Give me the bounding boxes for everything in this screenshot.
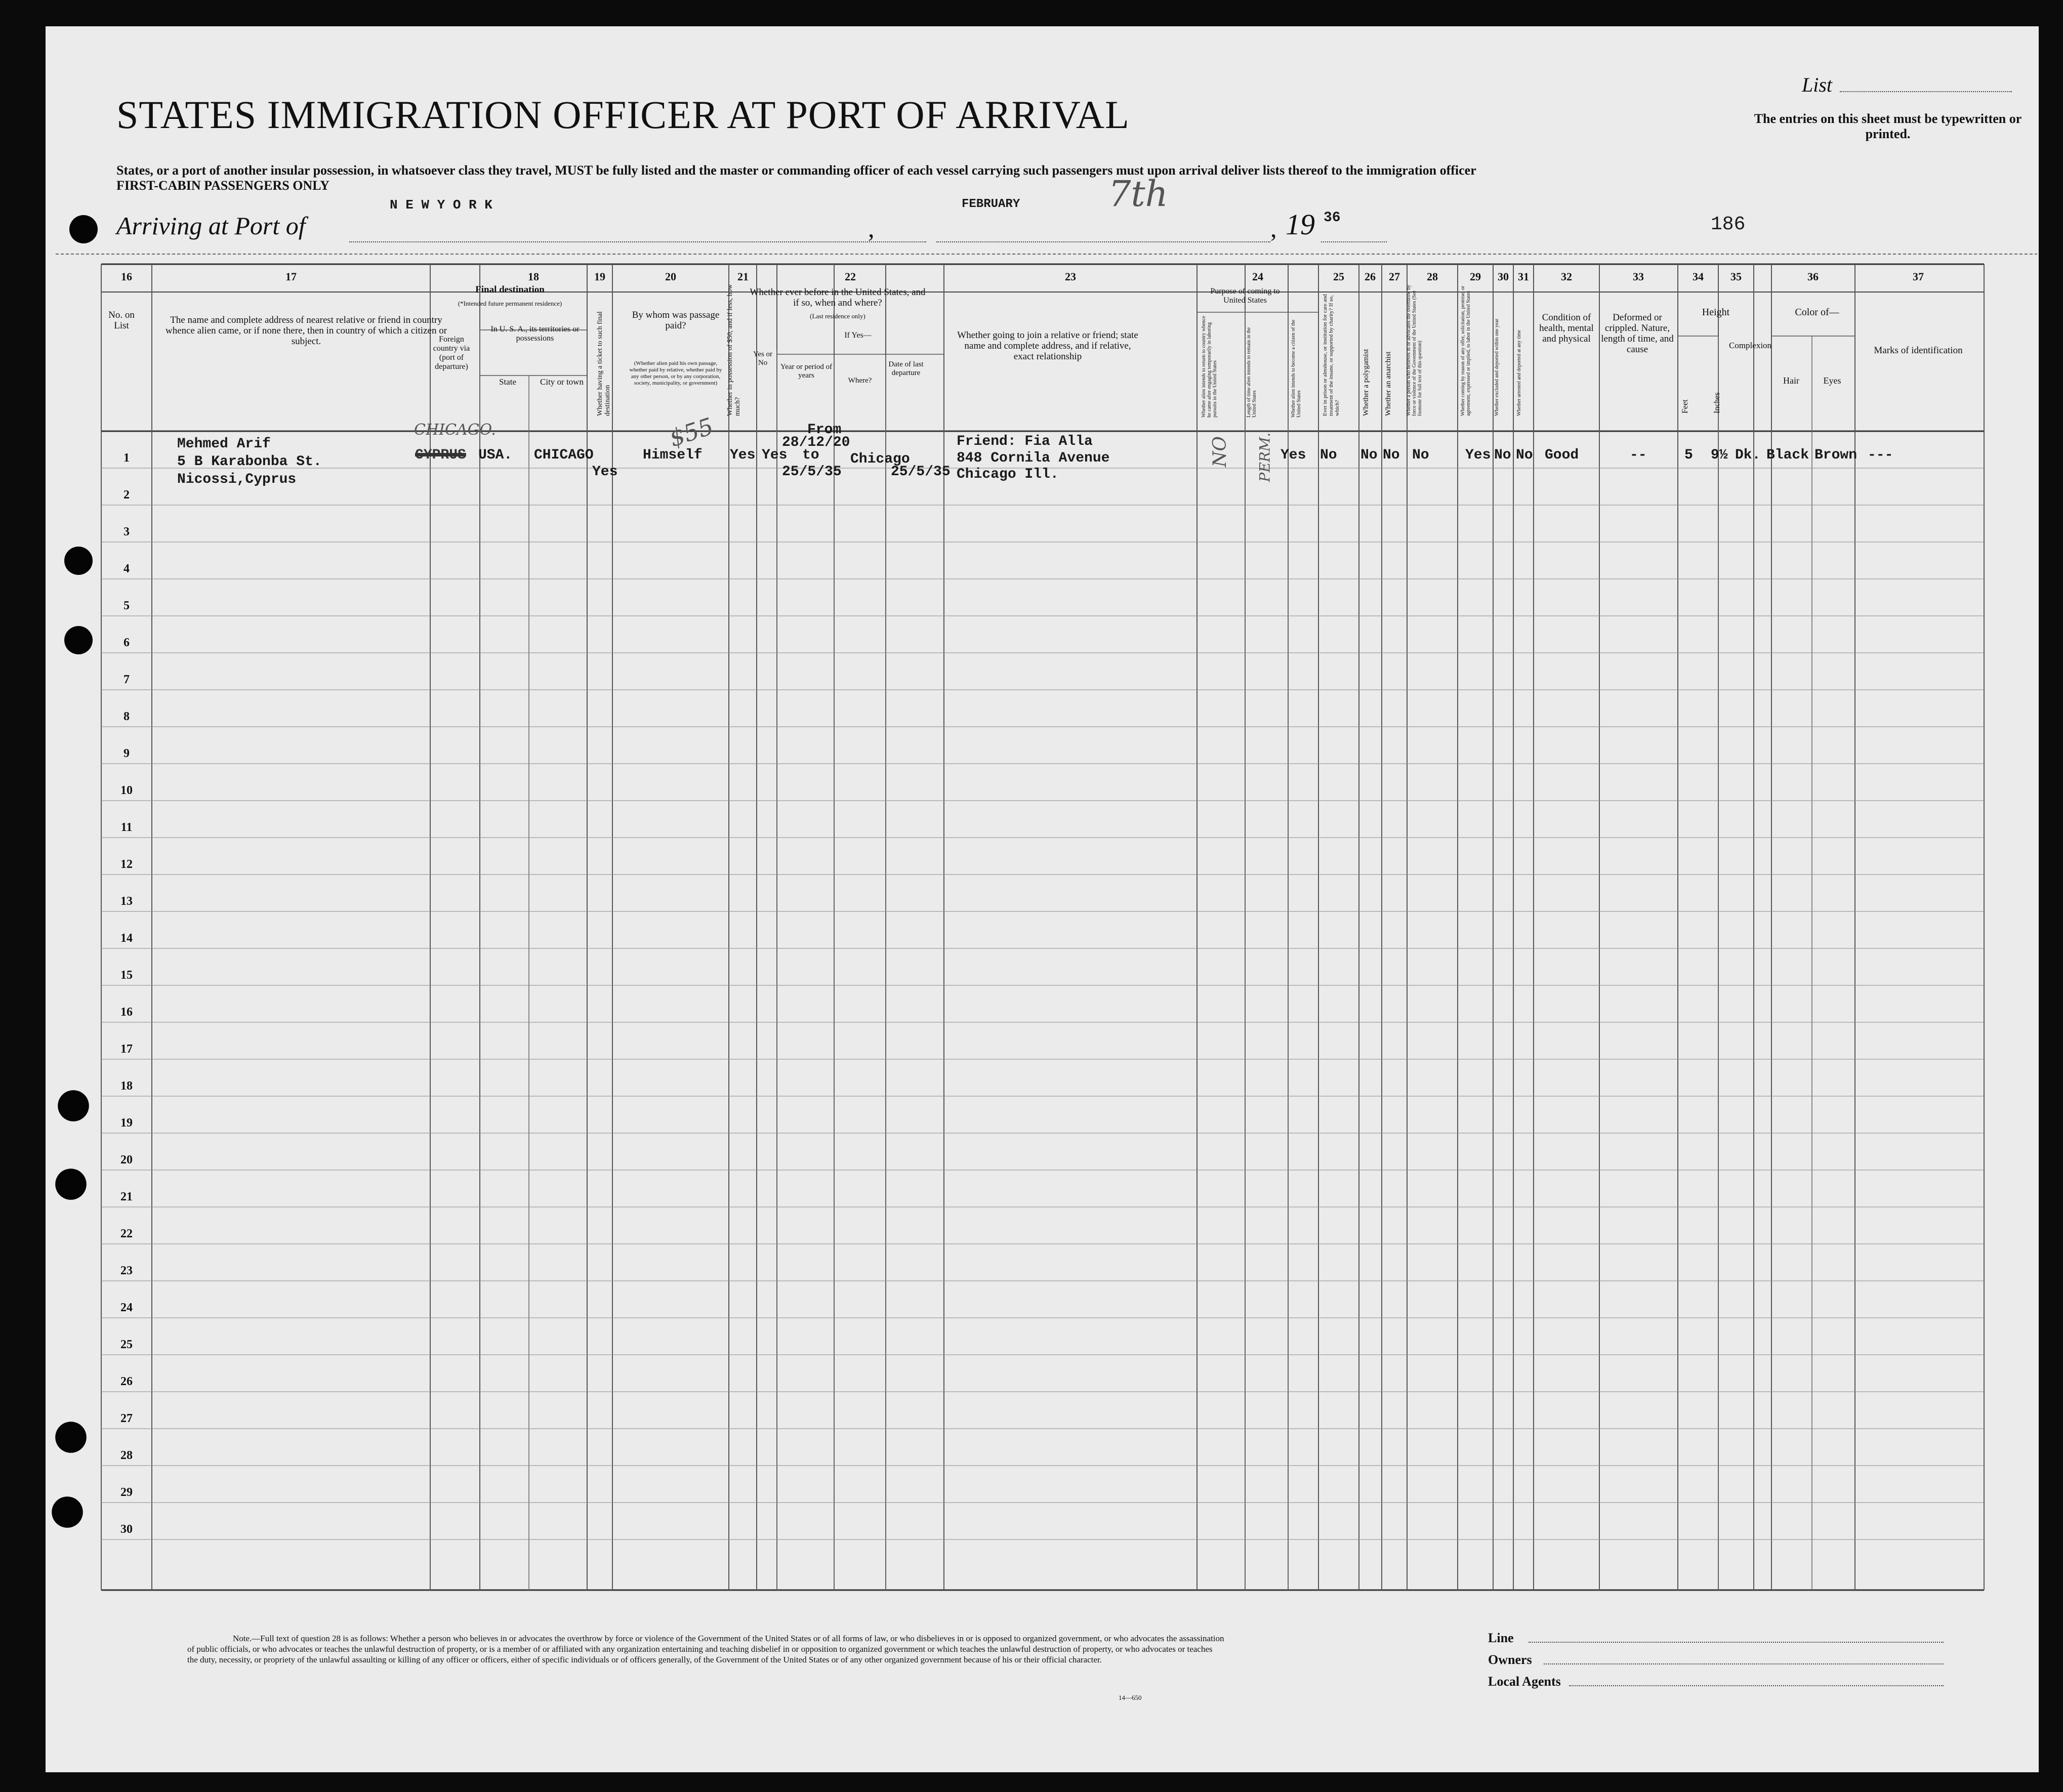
line-label: Line (1488, 1631, 1514, 1645)
entry-state: USA. (478, 447, 513, 463)
row-number: 30 (120, 1523, 133, 1536)
header-last-departure: Date of last departure (888, 360, 924, 377)
entry-citizen: Yes (1281, 447, 1306, 463)
header-no-on-list: No. on List (108, 310, 135, 331)
entry-health: Good (1545, 447, 1579, 463)
entry-deformed: -- (1630, 447, 1647, 463)
column-number: 36 (1807, 270, 1819, 283)
entry-period-end: 25/5/35 (782, 464, 842, 480)
form-subtitle: States, or a port of another insular possession, in whatsoever class they travel, MUST be fully listed and the master or commanding officer of each vessel carrying such passengers must upon arrival deliver lists thereof to the immigration officer (116, 163, 1476, 178)
column-number: 37 (1913, 270, 1924, 283)
row-number: 4 (123, 562, 130, 575)
entry-eyes: Brown (1814, 447, 1858, 463)
header-money: Whether in possession of $50, and if less, how much? (726, 284, 741, 416)
comma-1: , (868, 214, 875, 242)
entry-join-address: 848 Cornila Avenue (957, 450, 1110, 466)
page-number: 186 (1711, 214, 1746, 235)
header-yes-or-no: Yes or No (753, 350, 773, 367)
header-deported: Whether arrested and deported at any time (1516, 330, 1522, 416)
owners-label: Owners (1488, 1652, 1532, 1667)
row-number: 12 (120, 858, 133, 871)
row-number: 22 (120, 1227, 133, 1240)
row-number: 10 (120, 784, 133, 797)
row-number: 15 (120, 969, 133, 982)
entry-complexion: Dk. (1735, 447, 1761, 463)
year-suffix: 36 (1324, 210, 1341, 226)
header-marks: Marks of identification (1874, 345, 1963, 356)
header-if-yes: If Yes— (844, 331, 872, 340)
entry-ticket: Yes (592, 464, 618, 480)
header-health: Condition of health, mental and physical (1539, 312, 1594, 344)
entry-period-start: 28/12/20 (782, 435, 850, 450)
header-passage-paid: By whom was passage paid? (632, 310, 720, 331)
punch-hole (64, 626, 93, 654)
column-number: 32 (1561, 270, 1572, 283)
header-passage-paid-note: (Whether alien paid his own passage, whether paid by relative, whether paid by any other person, or by any corporation, society, municipality, or government) (629, 360, 722, 386)
column-number: 20 (665, 270, 676, 283)
row-number: 28 (120, 1449, 133, 1462)
header-purpose-return: Whether alien intends to return to country whence he came after engaging temporarily in laboring pursuits in the United States (1201, 316, 1218, 418)
row-number: 8 (123, 710, 130, 723)
entry-excluded: No (1494, 447, 1511, 463)
column-number: 21 (737, 270, 749, 283)
header-final-destination-note: (*Intended future permanent residence) (458, 300, 562, 307)
header-purpose-length: Length of time alien intends to remain in the United States (1246, 327, 1257, 418)
month-value: FEBRUARY (962, 197, 1020, 211)
row-number: 13 (120, 895, 133, 908)
header-foreign-country: Foreign country via (port of departure) (433, 335, 470, 371)
entry-where: Chicago (850, 451, 910, 467)
entry-overthrow: No (1412, 447, 1429, 463)
first-cabin-label: FIRST-CABIN PASSENGERS ONLY (116, 178, 329, 193)
local-agents-field (1569, 1685, 1944, 1686)
entry-marks: --- (1868, 447, 1893, 463)
column-number: 33 (1633, 270, 1644, 283)
header-ticket: Whether having a ticket to such final destination (596, 311, 611, 416)
column-number: 22 (845, 270, 856, 283)
row-number: 21 (120, 1190, 133, 1203)
entry-feet: 5 (1684, 447, 1693, 463)
column-number: 26 (1365, 270, 1376, 283)
row-number: 9 (123, 747, 130, 760)
entry-period-to: to (802, 447, 819, 463)
entry-address: 5 B Karabonba St. (177, 454, 322, 470)
entry-polygamist: No (1360, 447, 1378, 463)
entry-join-city: Chicago Ill. (957, 467, 1059, 482)
row-number: 19 (120, 1116, 133, 1130)
owners-field (1544, 1663, 1944, 1664)
row-number: 17 (120, 1043, 133, 1056)
table-grid (46, 26, 2039, 1772)
header-excluded: Whether excluded and deported within one year (1494, 318, 1500, 416)
row-number: 24 (120, 1301, 133, 1314)
row-number: 7 (123, 673, 130, 686)
punch-hole (55, 1422, 87, 1453)
header-purpose-citizen: Whether alien intends to become a citizen of the United States (1291, 319, 1302, 418)
entry-period-from: From (807, 422, 842, 438)
row-number: 6 (123, 636, 130, 649)
header-eyes: Eyes (1823, 376, 1841, 386)
header-join-relative: Whether going to join a relative or friend; state name and complete address, and if relative, exact relationship (957, 330, 1138, 362)
day-handwritten: 7th (1108, 173, 1168, 215)
header-city: City or town (540, 377, 584, 387)
header-inches: Inches (1713, 392, 1721, 413)
row-number: 3 (123, 525, 130, 538)
entry-foreign-struck: CYPRUS (415, 447, 466, 463)
punch-hole (55, 1169, 87, 1200)
line-field (1529, 1642, 1944, 1643)
row-number: 11 (120, 821, 133, 834)
row-number: 1 (123, 451, 130, 465)
arriving-label: Arriving at Port of (116, 212, 306, 240)
row-number: 25 (120, 1338, 133, 1351)
column-number: 35 (1730, 270, 1742, 283)
header-color-of: Color of— (1795, 307, 1839, 318)
column-number: 31 (1518, 270, 1529, 283)
column-number: 17 (285, 270, 297, 283)
entry-city: CHICAGO (534, 447, 594, 463)
form-number: 14—650 (1119, 1694, 1142, 1701)
entry-money-handwritten: $55 (666, 412, 717, 452)
column-number: 24 (1252, 270, 1263, 283)
header-prison: Ever in prison or almshouse, or institution for care and treatment of the insane, or supported by charity? If so, which? (1322, 294, 1340, 416)
header-year-period: Year or period of years (780, 363, 833, 380)
row-number: 29 (120, 1486, 133, 1499)
header-hair: Hair (1783, 376, 1799, 386)
row-number: 26 (120, 1375, 133, 1388)
header-polygamist: Whether a polygamist (1362, 349, 1370, 416)
header-feet: Feet (1681, 399, 1689, 413)
header-final-destination: Final destination (475, 284, 545, 295)
header-nearest-relative: The name and complete address of nearest relative or friend in country whence alien came, or if none there, then in country of which a citizen or subject. (165, 315, 447, 347)
header-deformed: Deformed or crippled. Nature, length of time, and cause (1601, 312, 1674, 355)
entry-purpose-return: NO (1210, 436, 1231, 468)
manifest-sheet (46, 26, 2039, 1772)
header-complexion: Complexion (1729, 341, 1772, 350)
row-number: 23 (120, 1264, 133, 1277)
header-last-residence: (Last residence only) (810, 312, 865, 320)
entry-join-name: Friend: Fia Alla (957, 434, 1093, 449)
entry-inches: 9½ (1711, 447, 1728, 463)
entry-labor-offer: Yes (1465, 447, 1491, 463)
column-number: 19 (594, 270, 605, 283)
row-number: 20 (120, 1153, 133, 1166)
entry-money: Yes (730, 447, 756, 463)
entry-prison: No (1320, 447, 1337, 463)
entry-last-departure: 25/5/35 (891, 464, 951, 480)
header-height: Height (1702, 307, 1730, 318)
header-labor-offer: Whether coming by reason of any offer, solicitation, promise, or agreement, expressed or implied, to labor in the United States (1460, 285, 1471, 416)
punch-hole (52, 1496, 83, 1528)
punch-hole (58, 1090, 89, 1121)
column-number: 23 (1065, 270, 1076, 283)
port-value: N E W Y O R K (390, 197, 492, 213)
header-in-usa: In U. S. A., its territories or possessions (490, 325, 580, 343)
entry-city-country: Nicossi,Cyprus (177, 472, 297, 487)
column-number: 27 (1389, 270, 1400, 283)
row-number: 14 (120, 932, 133, 945)
column-number: 30 (1498, 270, 1509, 283)
punch-hole (64, 547, 93, 575)
entry-before-yesno: Yes (762, 447, 788, 463)
column-number: 29 (1470, 270, 1481, 283)
typewritten-instruction: The entries on this sheet must be typewritten or printed. (1754, 111, 2022, 141)
entry-hair: Black (1766, 447, 1809, 463)
column-number: 18 (528, 270, 539, 283)
entry-anarchist: No (1383, 447, 1400, 463)
row-number: 27 (120, 1412, 133, 1425)
list-label: List (1802, 73, 1833, 96)
header-before-in-us: Whether ever before in the United States, and if so, when and where? (750, 287, 926, 308)
header-where: Where? (848, 377, 872, 385)
comma-2: , (1270, 214, 1277, 242)
local-agents-label: Local Agents (1488, 1674, 1561, 1689)
entry-purpose-length: PERM. (1256, 432, 1273, 482)
column-number: 25 (1333, 270, 1344, 283)
column-number: 28 (1427, 270, 1438, 283)
column-number: 34 (1693, 270, 1704, 283)
entry-deported: No (1516, 447, 1533, 463)
row-number: 5 (123, 599, 130, 612)
row-number: 18 (120, 1079, 133, 1093)
header-anarchist: Whether an anarchist (1384, 351, 1392, 416)
row-number: 2 (123, 488, 130, 502)
entry-foreign-handwritten: CHICAGO. (414, 421, 496, 439)
form-title: STATES IMMIGRATION OFFICER AT PORT OF ARRIVAL (116, 93, 1130, 137)
row-number: 16 (120, 1006, 133, 1019)
year-prefix: 19 (1286, 208, 1315, 241)
header-purpose: Purpose of coming to United States (1210, 287, 1280, 305)
punch-hole (69, 215, 98, 243)
entry-name: Mehmed Arif (177, 436, 271, 452)
entry-paid-by: Himself (643, 447, 703, 463)
header-overthrow: Whether a person who believes in or advocates the overthrow by force or violence of the Government of the United States (See footnote for full text of this question) (1406, 284, 1423, 416)
column-number: 16 (121, 270, 132, 283)
footnote-question-28: Note.—Full text of question 28 is as follows: Whether a person who believes in or advocates the overthrow by force or violence of the Government of the United States or of all forms of law, or who disbelieves in or is opposed to organized government, or who advocates the assassination of public officials, or who advocates or teaches the unlawful destruction of property, or is a member of or affiliated with any organization entertaining and teaching disbelief in or opposition to organized government or which teaches the unlawful destruction of property, or who advocates or teaches the duty, necessity, or propriety of the unlawful assaulting or killing of any officer or officers, either of specific individuals or of officers generally, of the Government of the United States or of any other organized government because of his or their official character. (187, 1634, 1224, 1664)
header-state: State (499, 377, 516, 387)
